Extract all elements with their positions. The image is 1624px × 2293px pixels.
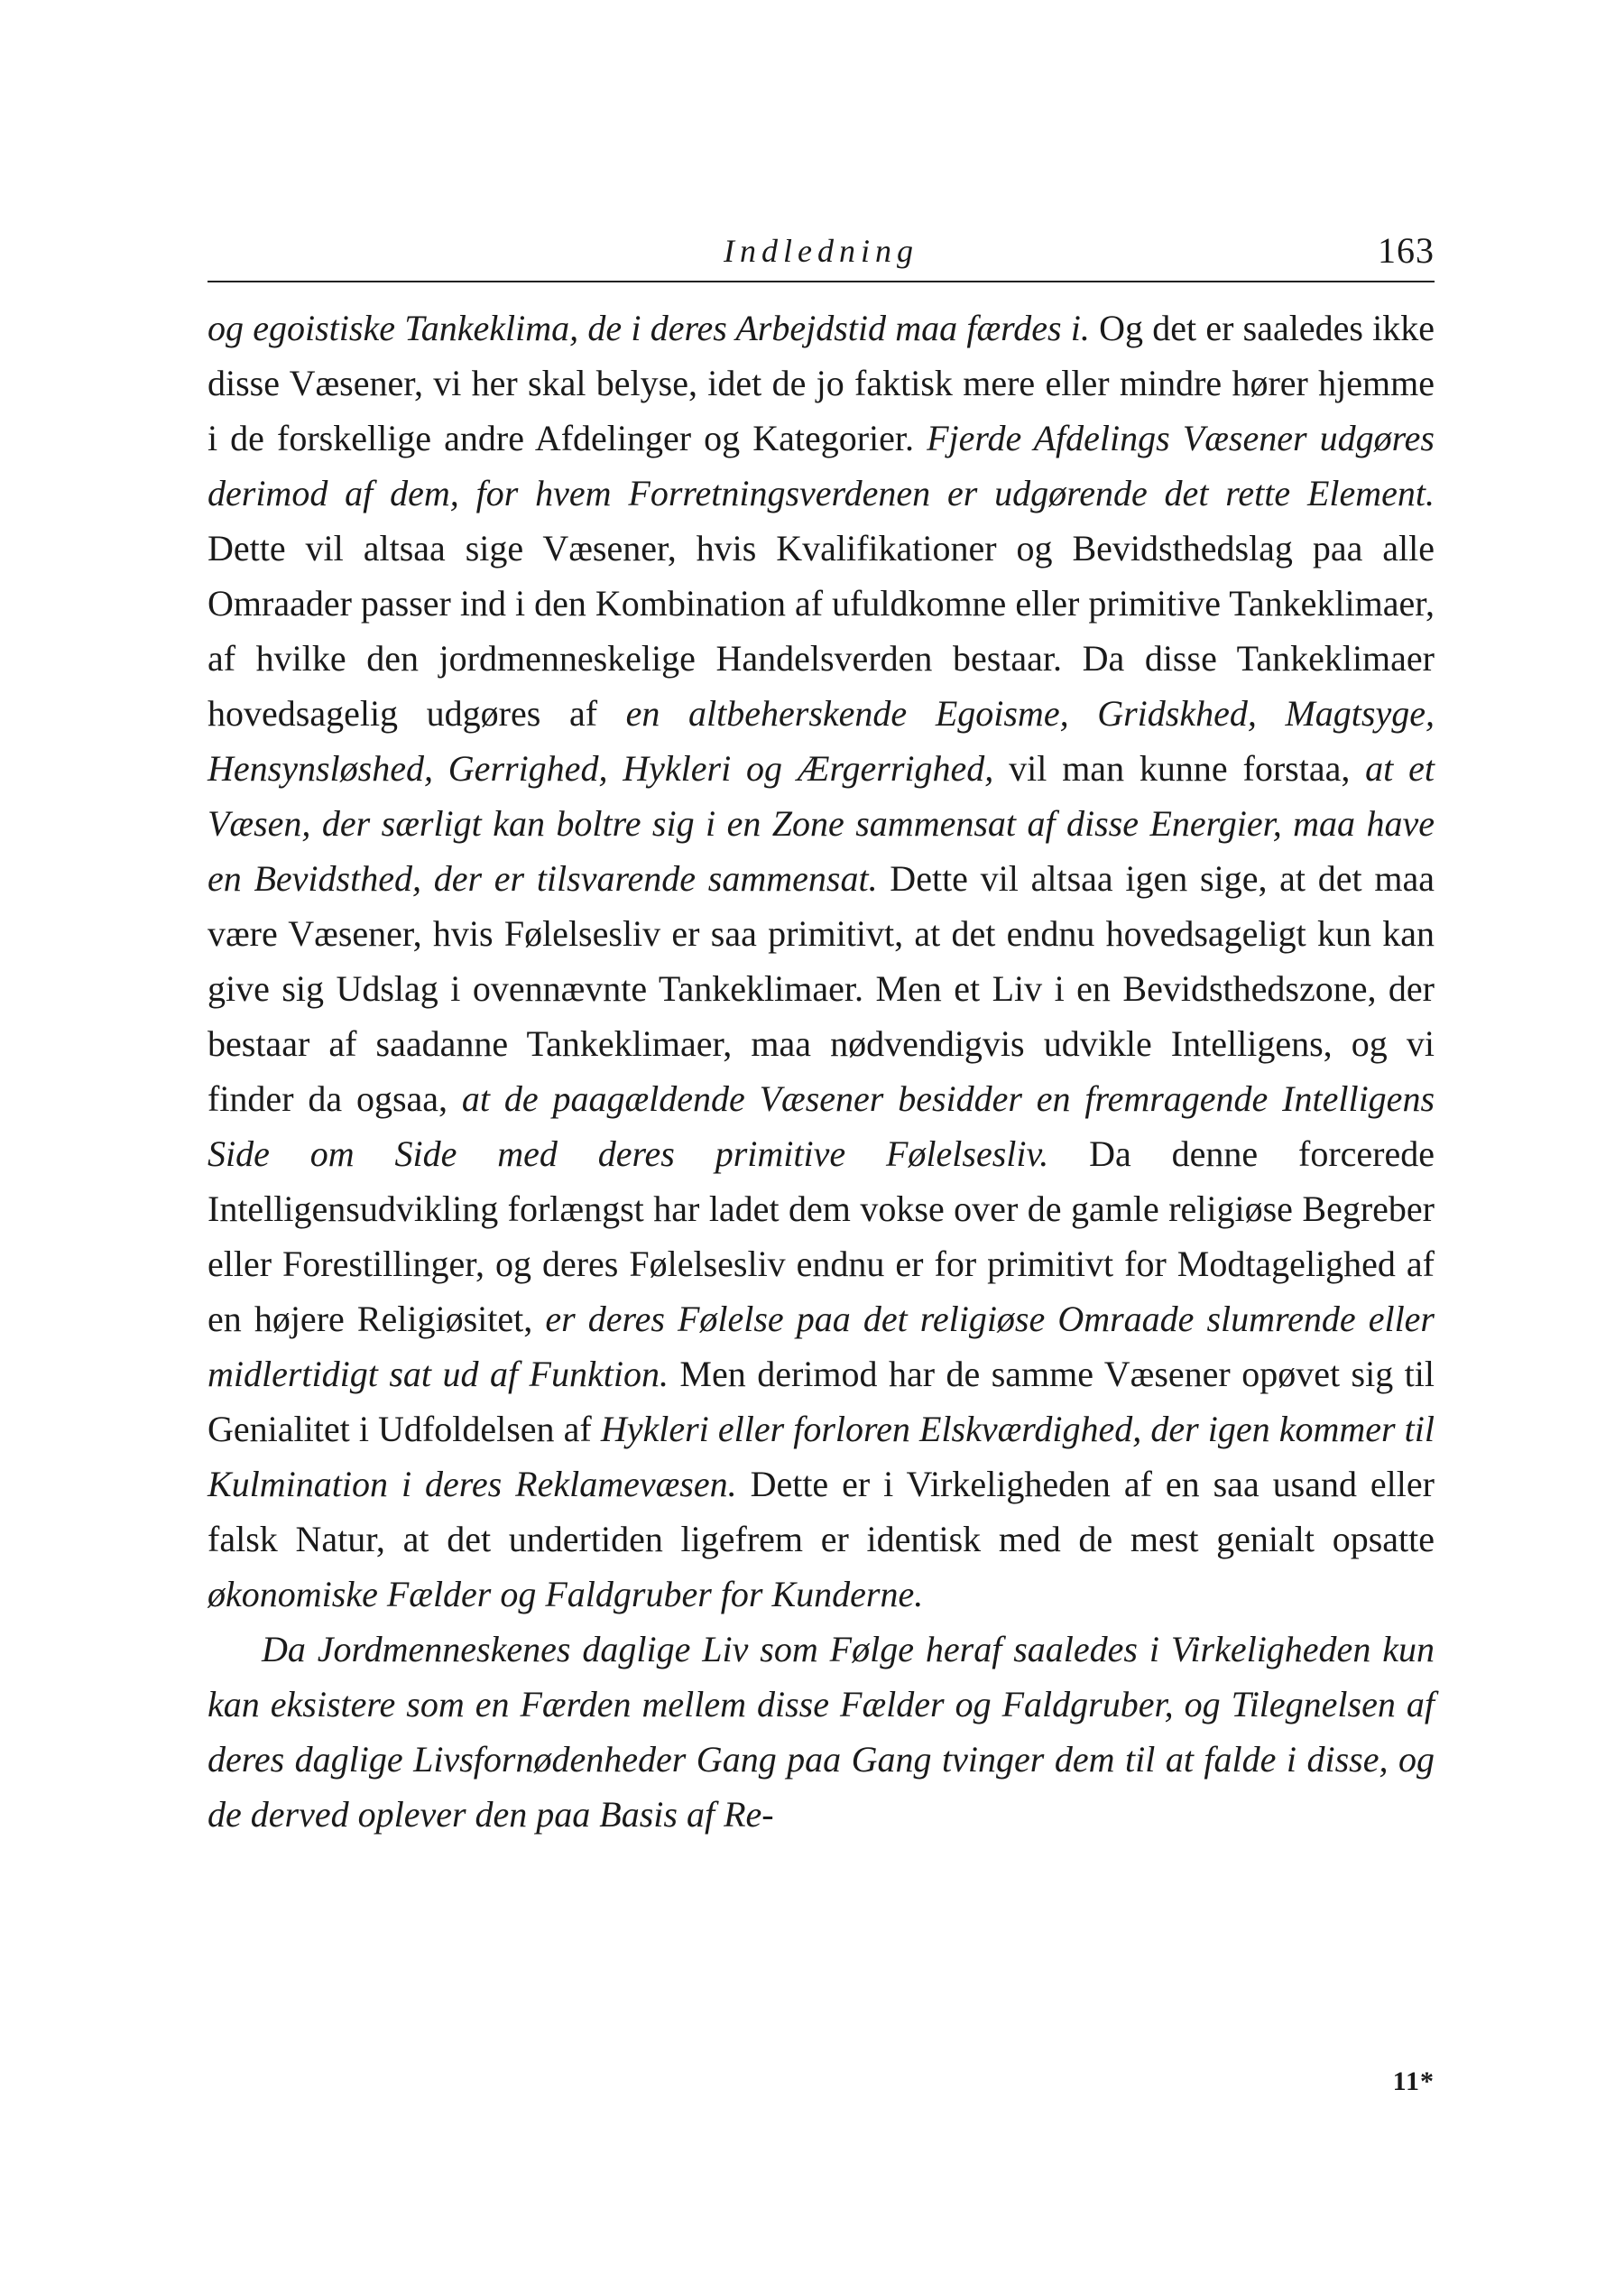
text-segment: vil man kunne forstaa,	[993, 748, 1366, 789]
italic-text-segment: Fjerde Afdelings Væsener udgøres derimod af dem, for hvem Forretningsverdenen er udgørende det rette Element.	[208, 418, 1435, 513]
text-segment: Men derimod har de samme Væsener opøvet sig til Genialitet i Udfoldelsen af	[208, 1354, 1435, 1449]
paragraph	[208, 1622, 1435, 1842]
text-segment: Og det er saaledes ikke disse Væsener, vi her skal belyse, idet de jo faktisk mere eller mindre hører hjemme i de forskellige andre Afdelinger og Kategorier.	[208, 308, 1435, 458]
italic-text-segment: at de paagældende Væsener besidder en fremragende Intelligens Side om Side med deres primitive Følelsesliv.	[208, 1078, 1435, 1174]
body-text	[208, 300, 1435, 1842]
italic-text-segment: er deres Følelse paa det religiøse Omraade slumrende eller midlertidigt sat ud af Funktion.	[208, 1299, 1435, 1394]
text-segment: Da denne forcerede Intelligensudvikling forlængst har ladet dem vokse over de gamle religiøse Begreber eller Forestillinger, og deres Følelsesliv endnu er for primitivt for Modtagelighed af en højere Religiøsitet,	[208, 1133, 1435, 1339]
italic-text-segment: at et Væsen, der særligt kan boltre sig i en Zone sammensat af disse Energier, maa have en Bevidsthed, der er tilsvarende sammensat.	[208, 748, 1435, 899]
signature-mark: 11*	[1392, 2066, 1435, 2096]
italic-text-segment: økonomiske Fælder og Faldgruber for Kunderne.	[208, 1574, 924, 1614]
paragraph	[208, 300, 1435, 1622]
italic-text-segment: og egoistiske Tankeklima, de i deres Arbejdstid maa færdes i.	[208, 308, 1090, 348]
italic-text-segment: Hykleri eller forloren Elskværdighed, der igen kommer til Kulmination i deres Reklamevæsen.	[208, 1409, 1435, 1504]
text-segment: Dette vil altsaa igen sige, at det maa være Væsener, hvis Følelsesliv er saa primitivt, at det endnu hovedsageligt kun kan give sig Udslag i ovennævnte Tankeklimaer. Men et Liv i en Bevidsthedszone, der bestaar af saadanne Tankeklimaer, maa nødvendigvis udvikle Intelligens, og vi finder da ogsaa,	[208, 858, 1435, 1119]
running-header	[208, 230, 1435, 282]
chapter-title: Indledning	[724, 233, 918, 269]
italic-text-segment: Da Jordmenneskenes daglige Liv som Følge heraf saaledes i Virkeligheden kun kan eksistere som en Færden mellem disse Fælder og Faldgruber, og Tilegnelsen af deres daglige Livsfornødenheder Gang paa Gang tvinger dem til at falde i disse, og de derved oplever den paa Basis af Re-	[208, 1629, 1435, 1835]
text-segment: Dette vil altsaa sige Væsener, hvis Kvalifikationer og Bevidsthedslag paa alle Omraader passer ind i den Kombination af ufuldkomne eller primitive Tankeklimaer, af hvilke den jordmenneskelige Handelsverden bestaar. Da disse Tankeklimaer hovedsagelig udgøres af	[208, 528, 1435, 734]
book-page	[208, 230, 1435, 1842]
text-segment: Dette er i Virkeligheden af en saa usand eller falsk Natur, at det undertiden ligefrem er identisk med de mest genialt opsatte	[208, 1464, 1435, 1559]
page-number: 163	[1378, 230, 1435, 271]
italic-text-segment: en altbeherskende Egoisme, Gridskhed, Magtsyge, Hensynsløshed, Gerrighed, Hykleri og Ærgerrighed,	[208, 693, 1435, 789]
